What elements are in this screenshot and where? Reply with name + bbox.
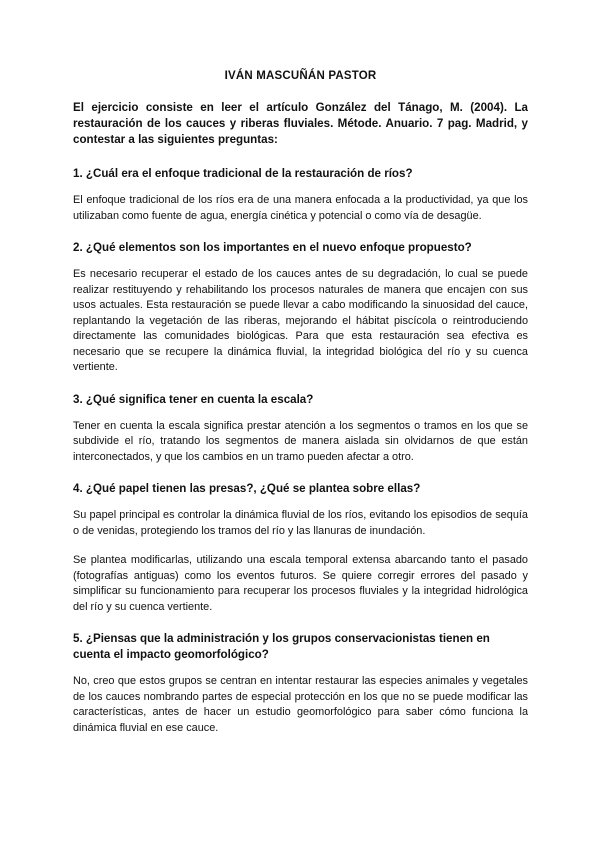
answer-1: El enfoque tradicional de los ríos era de una manera enfocada a la productividad, ya que los utilizaban como fuente de agua, energía cinética y potencial o como vía de desagüe. <box>73 194 528 222</box>
answer-5: No, creo que estos grupos se centran en intentar restaurar las especies animales y vegetales de los cauces nombrando partes de especial protección en los que no se puede modificar las características, antes de hacer un estudio geomorfológico para saber cómo funciona la dinámica fluvial en ese cauce. <box>73 675 528 734</box>
question-2: 2. ¿Qué elementos son los importantes en el nuevo enfoque propuesto? <box>73 241 472 254</box>
question-1: 1. ¿Cuál era el enfoque tradicional de la restauración de ríos? <box>73 167 413 180</box>
author-name: IVÁN MASCUÑÁN PASTOR <box>224 70 377 82</box>
section-5 <box>73 631 528 736</box>
answer-2: Es necesario recuperar el estado de los cauces antes de su degradación, lo cual se puede realizar restituyendo y rehabilitando los procesos naturales de manera que encajen con sus usos actuales. Esta restauración se puede llevar a cabo modificando la sinuosidad del cauce, replantando la vegetación de las riberas, mejorando el hábitat piscícola o reintroduciendo directamente las comunidades biológicas. Para que esta restauración sea efectiva es necesario que se recupere la dinámica fluvial, la integridad biológica del río y su cuenca vertiente. <box>73 268 528 373</box>
question-5: 5. ¿Piensas que la administración y los grupos conservacionistas tienen en cuenta el impacto geomorfológico? <box>73 632 490 661</box>
answer-4b: Se plantea modificarlas, utilizando una escala temporal extensa abarcando tanto el pasado (fotografías antiguas) como los eventos futuros. Se quiere corregir errores del pasado y simplificar su funcionamiento para recuperar los procesos fluviales y la integridad hidrológica del río y su cuenca vertiente. <box>73 554 528 613</box>
question-3: 3. ¿Qué significa tener en cuenta la escala? <box>73 392 314 406</box>
exercise-intro: El ejercicio consiste en leer el artículo González del Tánago, M. (2004). La restauración de los cauces y riberas fluviales. Métode. Anuario. 7 pag. Madrid, y contestar a las siguientes preguntas: <box>73 101 528 146</box>
answer-3: Tener en cuenta la escala significa prestar atención a los segmentos o tramos en los que se subdivide el río, tratando los segmentos de manera aislada sin olvidarnos de que están interconectados, y que los cambios en un tramo pueden afectar a otro. <box>73 419 528 463</box>
section-3 <box>73 392 528 466</box>
section-1 <box>73 166 528 224</box>
document-page <box>73 70 528 752</box>
question-4: 4. ¿Qué papel tienen las presas?, ¿Qué se plantea sobre ellas? <box>73 482 421 495</box>
section-4 <box>73 481 528 615</box>
answer-4a: Su papel principal es controlar la dinámica fluvial de los ríos, evitando los episodios de sequía o de venidas, protegiendo los tramos del río y las llanuras de inundación. <box>73 509 528 537</box>
section-2 <box>73 240 528 376</box>
